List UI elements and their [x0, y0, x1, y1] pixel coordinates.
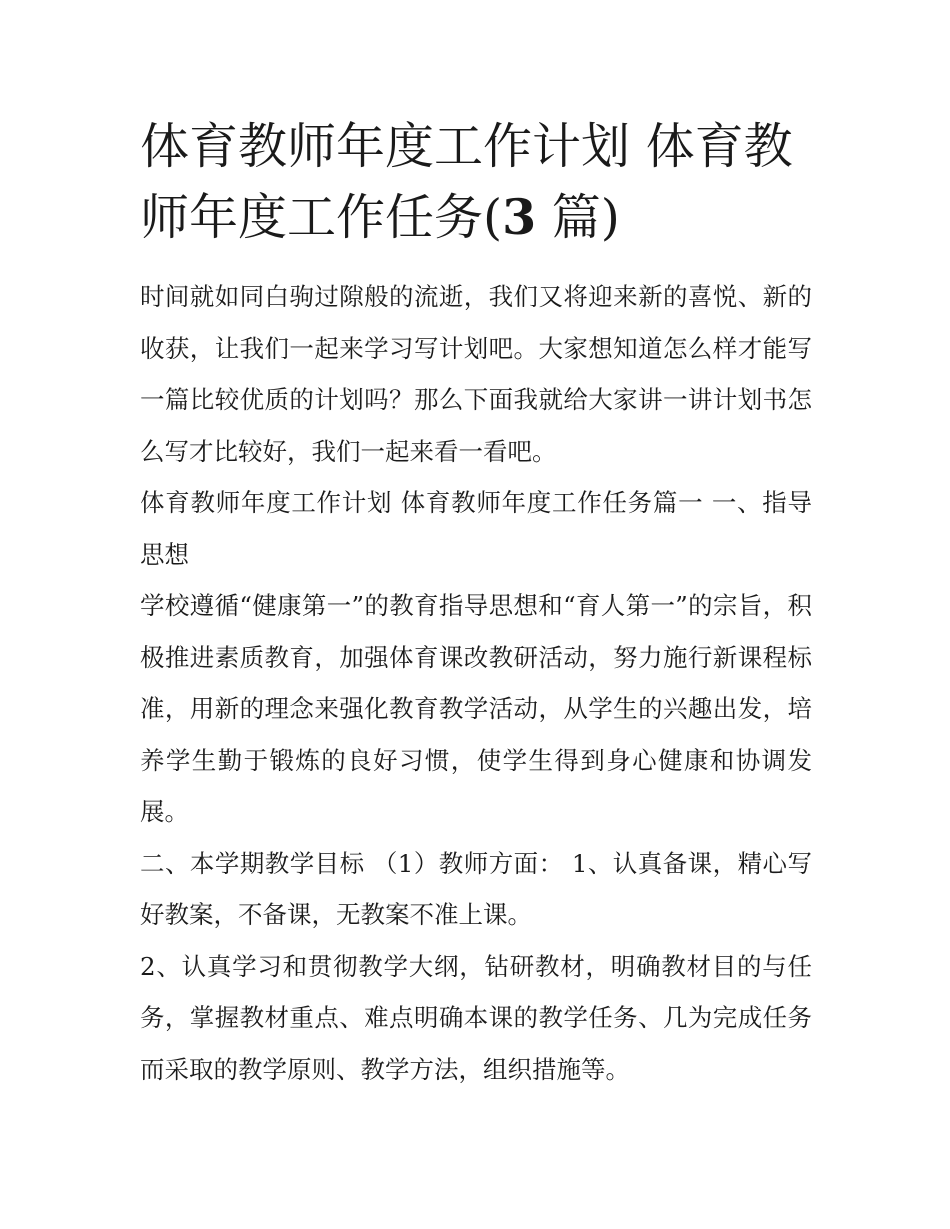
- document-title: [140, 112, 812, 253]
- guiding-principle-paragraph: 学校遵循“健康第一”的教育指导思想和“育人第一”的宗旨，积极推进素质教育，加强体育课改教研活动，努力施行新课程标准，用新的理念来强化教育教学活动，从学生的兴趣出发，培养学生勤于锻炼的良好习惯，使学生得到身心健康和协调发展。: [140, 591, 812, 826]
- document-body: [140, 271, 812, 1095]
- title-count: 3: [502, 188, 537, 246]
- teaching-goals-paragraph: 二、本学期教学目标 （1）教师方面： 1、认真备课，精心写好教案，不备课，无教案不准上课。: [140, 848, 812, 929]
- section-heading-paragraph: 体育教师年度工作计划 体育教师年度工作任务篇一 一、指导思想: [140, 488, 812, 569]
- intro-paragraph: 时间就如同白驹过隙般的流逝，我们又将迎来新的喜悦、新的收获，让我们一起来学习写计划吧。大家想知道怎么样才能写一篇比较优质的计划吗？那么下面我就给大家讲一讲计划书怎么写才比较好，我们一起来看一看吧。: [140, 282, 812, 466]
- document-content: [140, 112, 812, 1095]
- title-text-part1: 体育教师年度工作计划 体育教师年度工作任务(: [140, 118, 793, 246]
- title-text-part2: 篇): [536, 189, 620, 246]
- syllabus-study-paragraph: 2、认真学习和贯彻教学大纲，钻研教材，明确教材目的与任务，掌握教材重点、难点明确本课的教学任务、几为完成任务而采取的教学原则、教学方法，组织措施等。: [140, 951, 812, 1084]
